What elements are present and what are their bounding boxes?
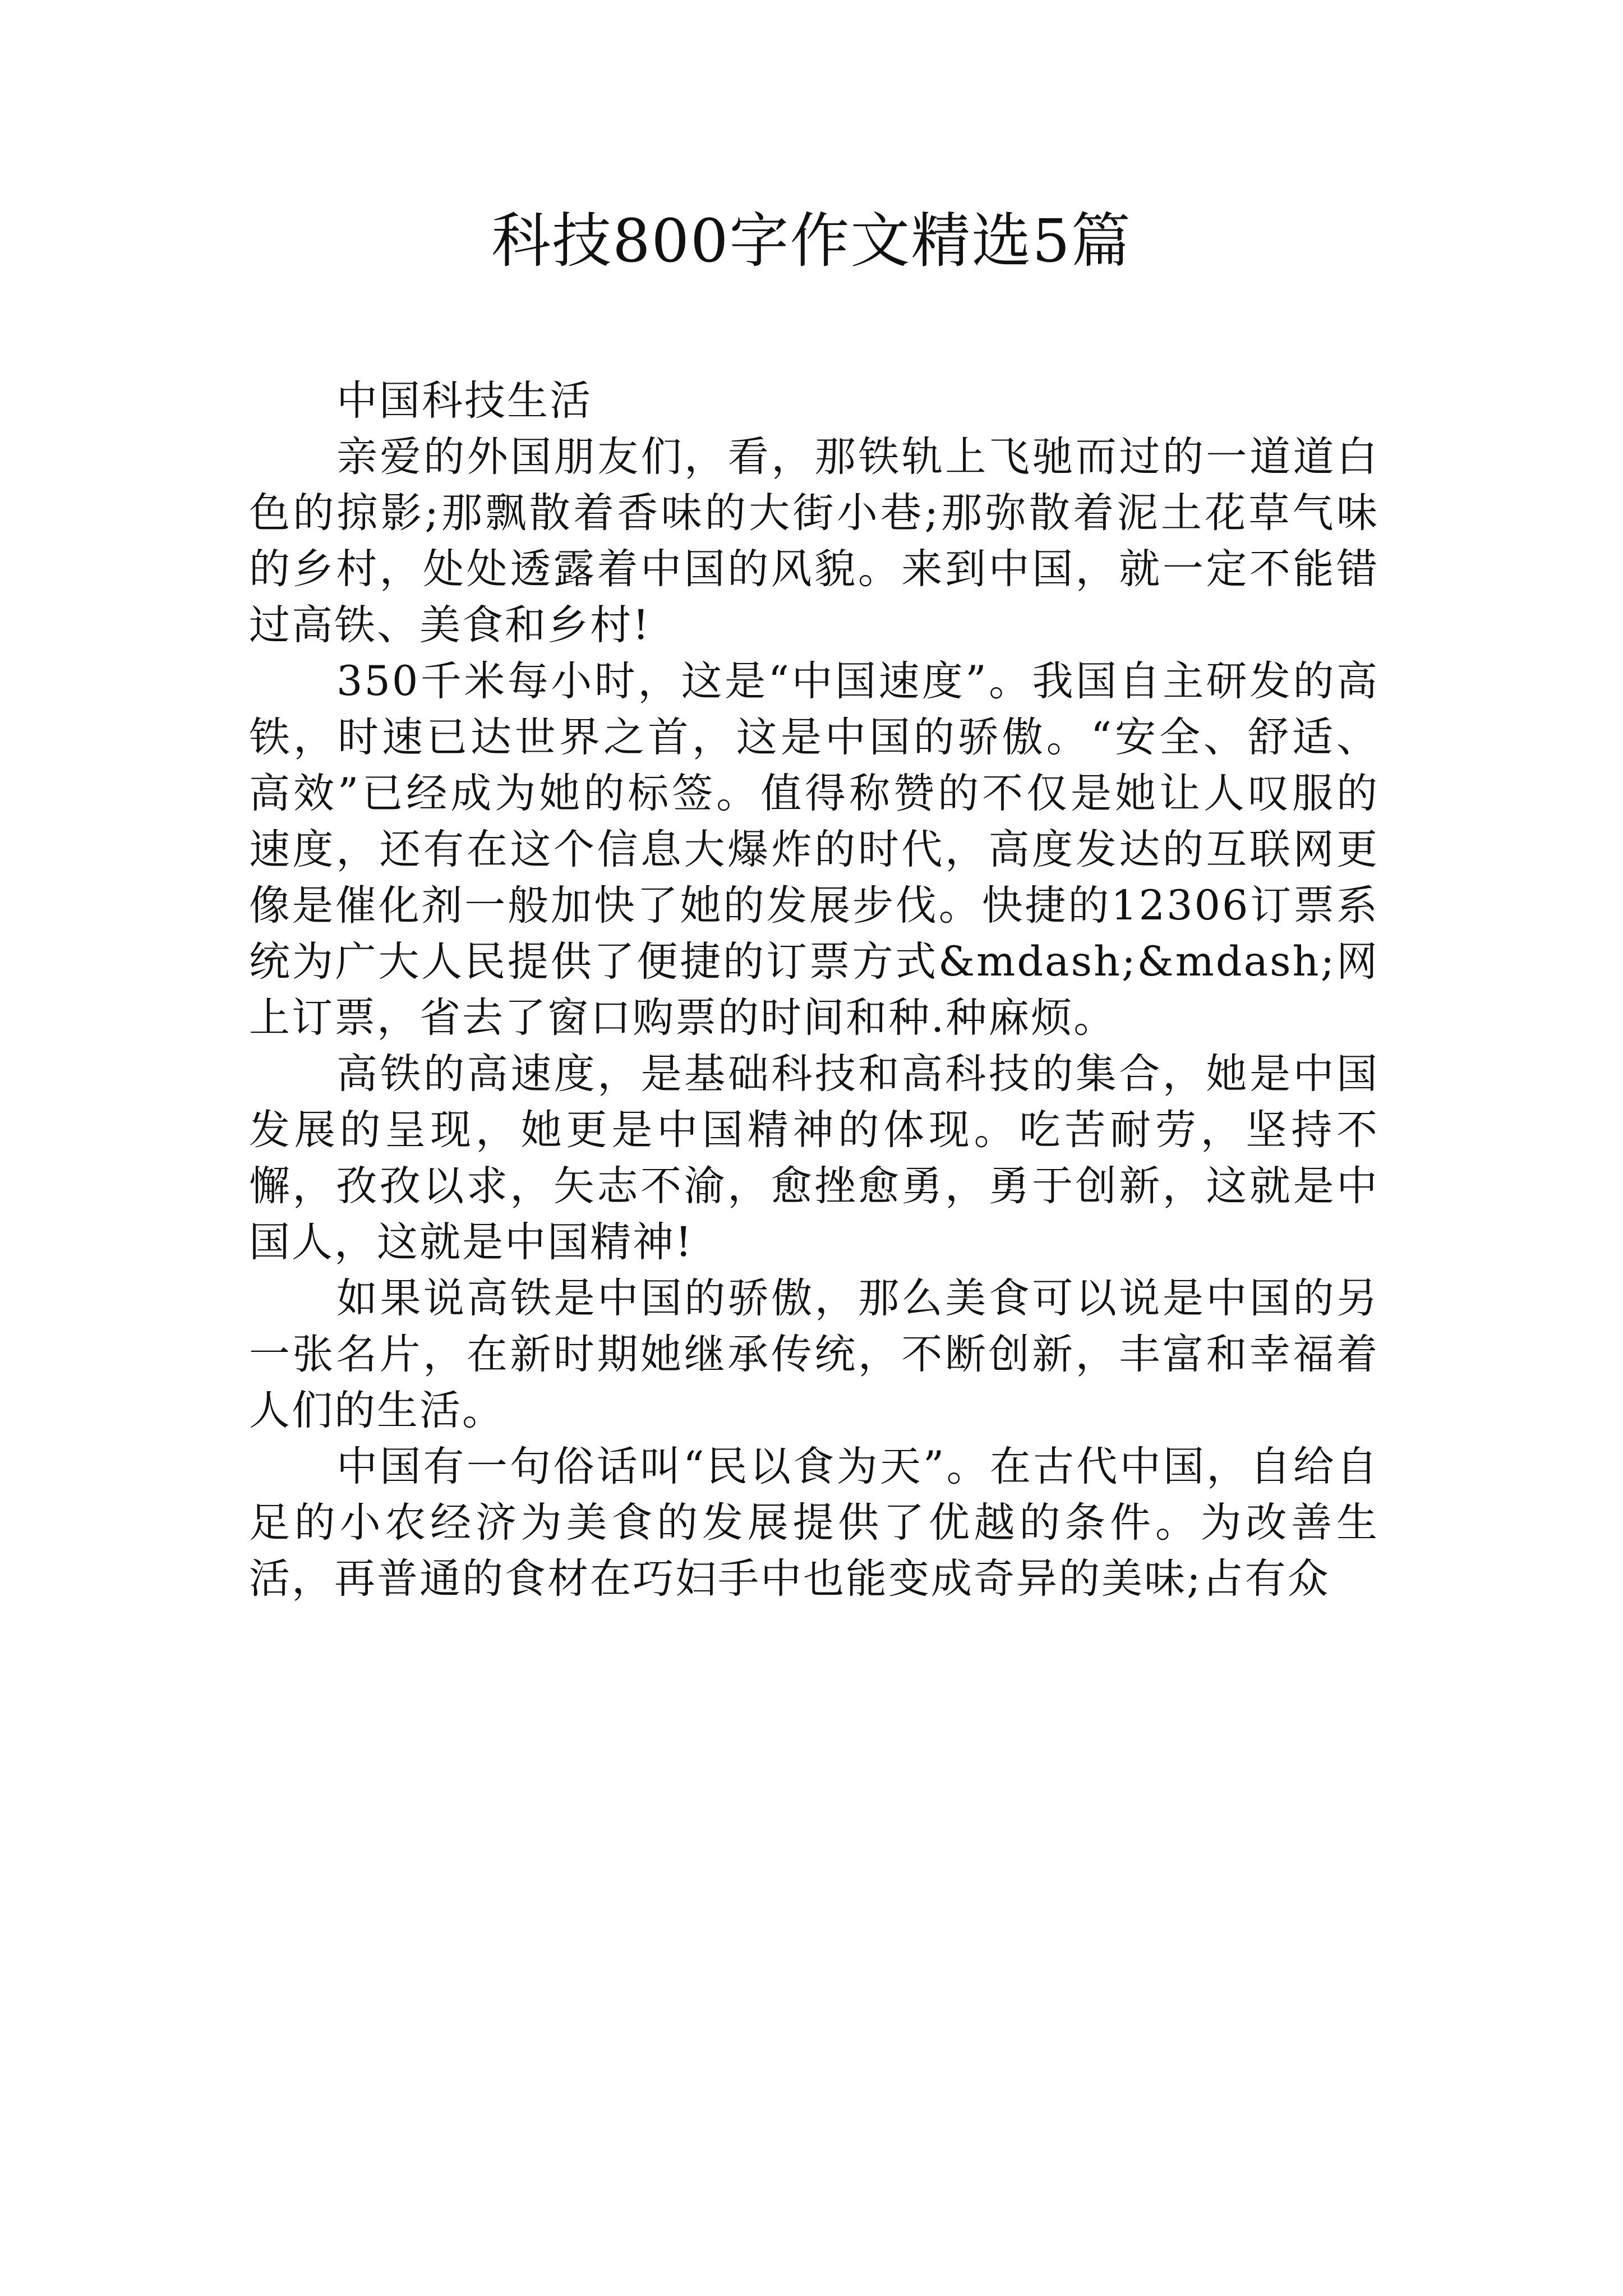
paragraph: 如果说高铁是中国的骄傲，那么美食可以说是中国的另一张名片，在新时期她继承传统，不断创新，丰富和幸福着人们的生活。 [249, 1274, 1379, 1434]
section-heading: 中国科技生活 [336, 377, 592, 425]
document-body [249, 373, 1379, 1607]
document-title: 科技800字作文精选5篇 [491, 206, 1132, 275]
paragraph: 中国有一句俗话叫“民以食为天”。在古代中国，自给自足的小农经济为美食的发展提供了优越的条件。为改善生活，再普通的食材在巧妇手中也能变成奇异的美味;占有众 [249, 1443, 1379, 1603]
paragraph: 亲爱的外国朋友们，看，那铁轨上飞驰而过的一道道白色的掠影;那飘散着香味的大街小巷;那弥散着泥土花草气味的乡村，处处透露着中国的风貌。来到中国，就一定不能错过高铁、美食和乡村! [249, 433, 1379, 649]
paragraph: 高铁的高速度，是基础科技和高科技的集合，她是中国发展的呈现，她更是中国精神的体现。吃苦耐劳，坚持不懈，孜孜以求，矢志不渝，愈挫愈勇，勇于创新，这就是中国人，这就是中国精神! [249, 1050, 1379, 1266]
paragraph: 350千米每小时，这是“中国速度”。我国自主研发的高铁，时速已达世界之首，这是中国的骄傲。“安全、舒适、高效”已经成为她的标签。值得称赞的不仅是她让人叹服的速度，还有在这个信息大爆炸的时代，高度发达的互联网更像是催化剂一般加快了她的发展步伐。快捷的12306订票系统为广大人民提供了便捷的订票方式&mdash;&mdash;网上订票，省去了窗口购票的时间和种.种麻烦。 [249, 657, 1379, 1042]
